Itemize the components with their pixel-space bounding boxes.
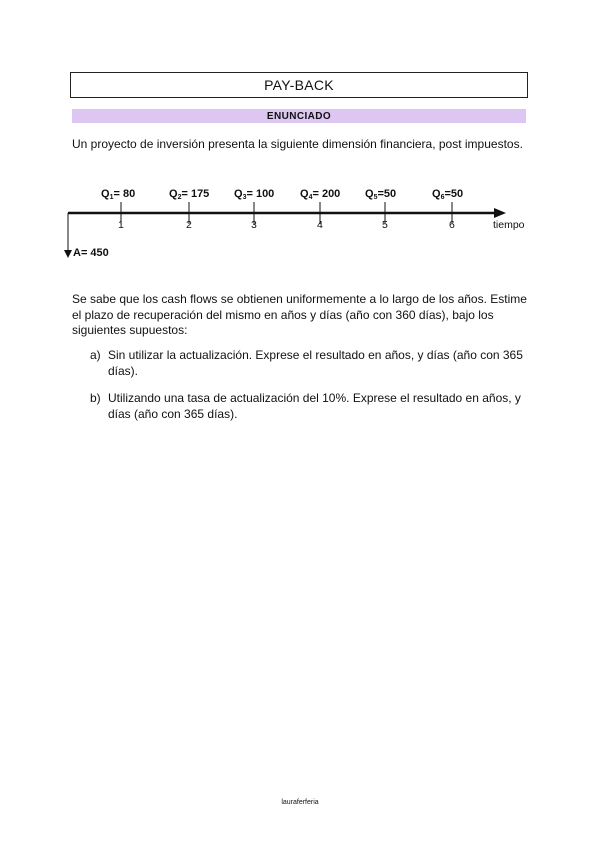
section-heading: ENUNCIADO [72, 109, 526, 123]
cash-flow-label: Q6=50 [432, 188, 464, 201]
item-a [90, 347, 530, 379]
cash-flow-label: Q5=50 [365, 188, 397, 201]
outlay-arrowhead [64, 250, 72, 258]
axis-arrowhead [494, 208, 506, 218]
item-a-text: Sin utilizar la actualización. Exprese el resultado en años, y días (año con 365 días). [108, 348, 523, 378]
period-label: 5 [382, 219, 388, 231]
cash-flow-timeline [60, 180, 540, 262]
cash-flow-label: Q4= 200 [300, 188, 341, 201]
item-b-marker: b) [90, 391, 101, 405]
axis-label: tiempo [493, 219, 525, 231]
footer-signature: lauraferferia [281, 799, 319, 806]
period-label: 3 [251, 219, 257, 231]
cash-flow-label: Q1= 80 [101, 188, 136, 201]
initial-outlay-label: A= 450 [73, 247, 109, 259]
period-label: 6 [449, 219, 455, 231]
period-label: 2 [186, 219, 192, 231]
timeline-ticks [101, 188, 463, 231]
period-label: 4 [317, 219, 323, 231]
cash-flow-label: Q2= 175 [169, 188, 210, 201]
assumptions-paragraph: Se sabe que los cash flows se obtienen uniformemente a lo largo de los años. Estime el plazo de recuperación del mismo en años y días (año con 360 días), bajo los siguientes supuestos: [72, 292, 527, 337]
period-label: 1 [118, 219, 124, 231]
item-b-text: Utilizando una tasa de actualización del 10%. Exprese el resultado en años, y días (año con 365 días). [108, 391, 521, 421]
item-b [90, 390, 530, 422]
intro-paragraph: Un proyecto de inversión presenta la siguiente dimensión financiera, post impuestos. [72, 137, 523, 151]
page-title: PAY-BACK [70, 72, 528, 98]
cash-flow-label: Q3= 100 [234, 188, 275, 201]
item-a-marker: a) [90, 348, 101, 362]
